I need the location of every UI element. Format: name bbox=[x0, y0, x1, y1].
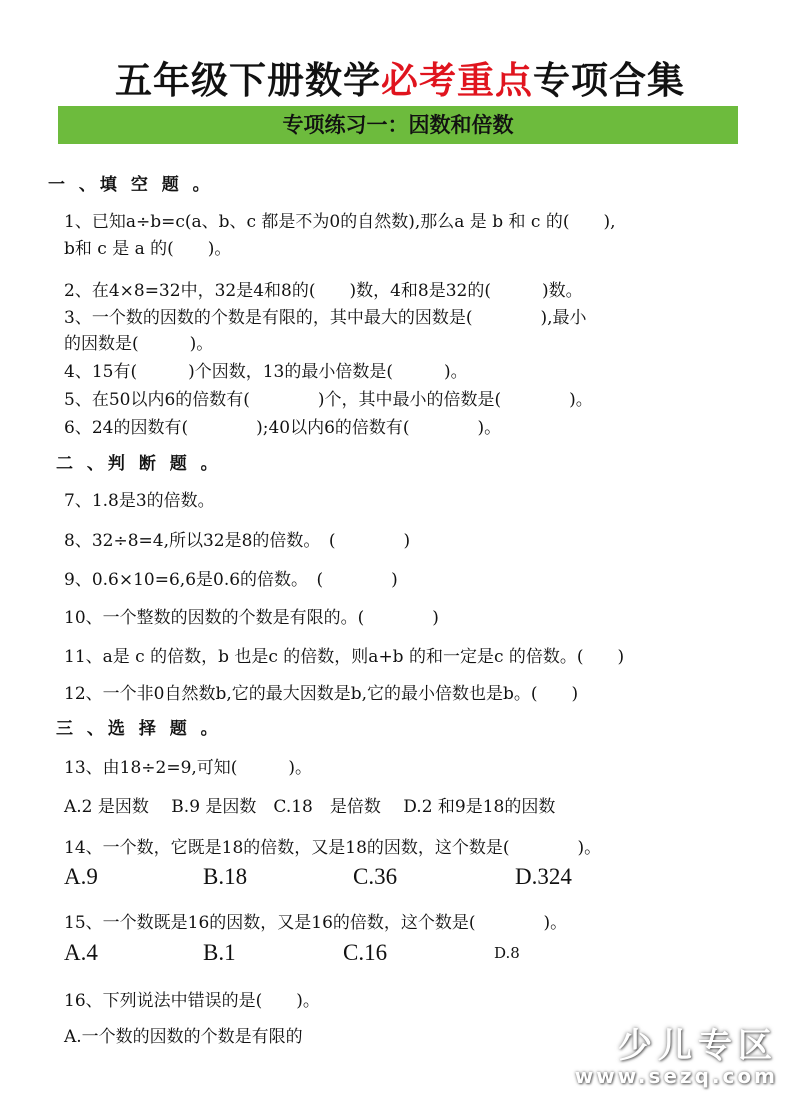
question-8: 8、32÷8=4,所以32是8的倍数。 ( ) bbox=[64, 531, 411, 551]
title-highlight: 必考重点 bbox=[381, 59, 533, 102]
question-15-option-a: A.4 bbox=[64, 940, 98, 965]
question-14-option-b: B.18 bbox=[203, 864, 248, 889]
question-15-option-d: D.8 bbox=[494, 944, 520, 962]
question-1-line2: b和 c 是 a 的( )。 bbox=[64, 239, 232, 259]
question-7: 7、1.8是3的倍数。 bbox=[64, 491, 215, 511]
question-9: 9、0.6×10=6,6是0.6的倍数。 ( ) bbox=[64, 570, 398, 590]
question-13-options: A.2 是因数 B.9 是因数 C.18 是倍数 D.2 和9是18的因数 bbox=[64, 797, 556, 817]
section-banner: 专项练习一：因数和倍数 bbox=[58, 106, 738, 144]
question-5: 5、在50以内6的倍数有( )个，其中最小的倍数是( )。 bbox=[64, 390, 593, 410]
section-heading-multiple-choice: 三 、选 择 题 。 bbox=[56, 719, 222, 739]
watermark-logo-text: 少儿专区 bbox=[618, 1026, 778, 1066]
question-16-option-a: A.一个数的因数的个数是有限的 bbox=[64, 1027, 303, 1047]
question-3-line1: 3、一个数的因数的个数是有限的，其中最大的因数是( ),最小 bbox=[64, 308, 587, 328]
question-12: 12、一个非0自然数b,它的最大因数是b,它的最小倍数也是b。( ) bbox=[64, 684, 579, 704]
question-6: 6、24的因数有( );40以内6的倍数有( )。 bbox=[64, 418, 502, 438]
page-title: 五年级下册数学必考重点专项合集 bbox=[115, 59, 685, 102]
question-1-line1: 1、已知a÷b=c(a、b、c 都是不为0的自然数),那么a 是 b 和 c 的( ), bbox=[64, 212, 616, 232]
watermark-url: www.sezq.com bbox=[574, 1064, 778, 1088]
question-15-option-b: B.1 bbox=[203, 940, 236, 965]
question-10: 10、一个整数的因数的个数是有限的。( ) bbox=[64, 608, 439, 628]
section-heading-fill-blank: 一 、填 空 题 。 bbox=[48, 175, 214, 195]
section-heading-true-false: 二 、判 断 题 。 bbox=[56, 454, 222, 474]
question-3-line2: 的因数是( )。 bbox=[64, 334, 214, 354]
question-15: 15、一个数既是16的因数，又是16的倍数，这个数是( )。 bbox=[64, 913, 568, 933]
question-16: 16、下列说法中错误的是( )。 bbox=[64, 991, 320, 1011]
question-14-option-d: D.324 bbox=[515, 864, 572, 889]
question-4: 4、15有( )个因数，13的最小倍数是( )。 bbox=[64, 362, 468, 382]
question-14-option-a: A.9 bbox=[64, 864, 98, 889]
question-11: 11、a是 c 的倍数，b 也是c 的倍数，则a+b 的和一定是c 的倍数。( ) bbox=[64, 647, 625, 667]
question-13: 13、由18÷2=9,可知( )。 bbox=[64, 758, 313, 778]
question-14-option-c: C.36 bbox=[353, 864, 398, 889]
question-14: 14、一个数，它既是18的倍数，又是18的因数，这个数是( )。 bbox=[64, 838, 602, 858]
question-15-option-c: C.16 bbox=[343, 940, 388, 965]
question-2: 2、在4×8=32中，32是4和8的( )数，4和8是32的( )数。 bbox=[64, 281, 583, 301]
